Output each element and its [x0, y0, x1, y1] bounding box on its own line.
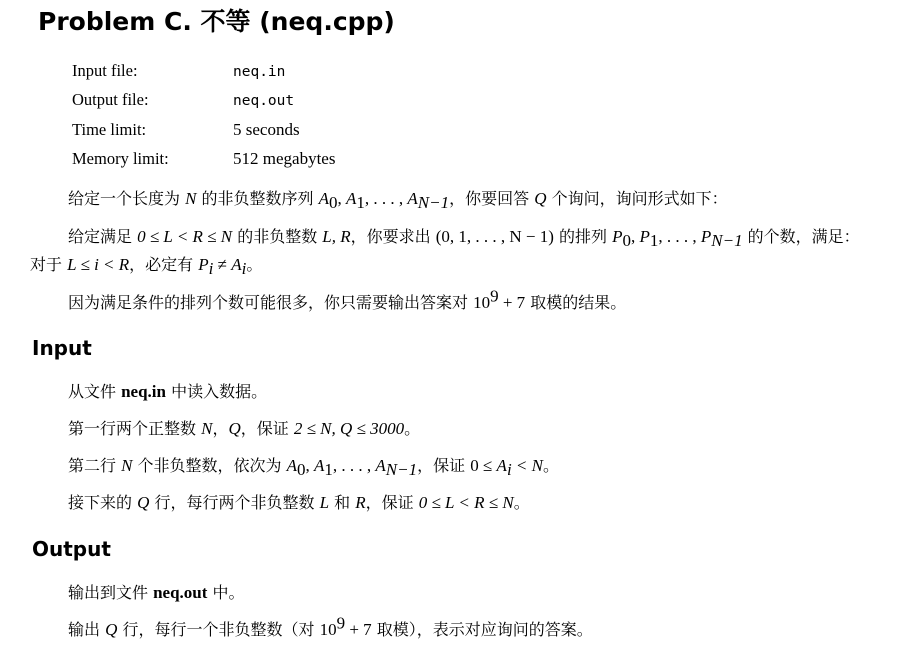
text: 输出 [68, 620, 106, 639]
statement-paragraph-1 [30, 185, 870, 213]
text: ， [212, 419, 229, 438]
meta-label: Time limit: [72, 119, 147, 139]
text: ，保证 [240, 419, 294, 438]
subscript: N−1 [385, 460, 418, 480]
subscript: 1 [649, 231, 659, 251]
math-var: A [231, 255, 242, 274]
text: ，保证 [417, 456, 471, 475]
text: 输出到文件 [68, 583, 154, 602]
subscript: 0 [329, 193, 338, 213]
input-line-1 [30, 378, 870, 406]
math-expr: + 7 [345, 620, 372, 639]
math-var: P [198, 255, 209, 274]
math-sep: , [337, 189, 347, 208]
math-var: P [639, 227, 650, 246]
math-sep: , [305, 456, 315, 475]
math-var: A [496, 456, 507, 475]
math-expr: L, R [322, 227, 351, 246]
math-num: 10 [473, 293, 491, 312]
math-var: A [318, 189, 330, 208]
input-heading: Input [32, 336, 92, 360]
text: 取模），表示对应询问的答案。 [371, 620, 593, 639]
text: 。 [246, 255, 263, 274]
math-var: A [286, 456, 298, 475]
math-sep: , . . . , [364, 189, 408, 208]
text: 的非负整数序列 [196, 189, 319, 208]
text: 给定满足 [68, 227, 138, 246]
meta-output-file [72, 85, 335, 114]
math-sep: , . . . , [658, 227, 701, 246]
subscript: 1 [356, 193, 365, 213]
math-var: N [121, 456, 133, 475]
math-var: Q [534, 189, 547, 208]
math-expr: 2 ≤ N, Q ≤ 3000 [293, 419, 405, 438]
text: 中读入数据。 [165, 382, 268, 401]
math-expr: + 7 [498, 293, 526, 312]
math-var: P [612, 227, 623, 246]
meta-value: neq.in [233, 64, 286, 80]
input-line-3 [30, 452, 870, 480]
text: 。 [513, 493, 530, 512]
text: 行，每行一个非负整数（对 [117, 620, 320, 639]
math-var: A [375, 456, 386, 475]
text: 中。 [207, 583, 245, 602]
meta-label: Output file: [72, 90, 149, 110]
subscript: i [506, 460, 512, 480]
text: 接下来的 [68, 493, 138, 512]
subscript: N−1 [711, 231, 743, 251]
subscript: 0 [297, 460, 306, 480]
meta-input-file [72, 56, 335, 85]
statement-paragraph-3 [30, 286, 870, 317]
subscript: i [208, 259, 214, 279]
math-var: N [185, 189, 197, 208]
text: 。 [404, 419, 421, 438]
math-expr: 0 ≤ L < R ≤ N [418, 493, 514, 512]
meta-label: Memory limit: [72, 148, 169, 168]
subscript: 0 [622, 231, 631, 251]
output-heading: Output [32, 537, 111, 561]
text: 的个数，满足：对于 [30, 227, 860, 274]
meta-time-limit [72, 115, 335, 144]
math-var: Q [105, 620, 118, 639]
math-expr: 0 ≤ [470, 456, 497, 475]
meta-value: neq.out [233, 93, 295, 110]
input-line-4 [30, 489, 870, 517]
problem-title: Problem C. 不等 (neq.cpp) [38, 7, 395, 36]
meta-value: 5 seconds [233, 119, 300, 139]
meta-value: 512 megabytes [233, 148, 336, 168]
math-var: N [201, 419, 213, 438]
statement-paragraph-2 [30, 223, 866, 279]
math-op: ≠ [213, 255, 232, 274]
meta-label: Input file: [72, 61, 138, 80]
text: 。 [542, 456, 559, 475]
math-var: L [319, 493, 330, 512]
superscript: 9 [490, 286, 499, 306]
math-num: 10 [319, 620, 337, 639]
text: 给定一个长度为 [68, 189, 186, 208]
subscript: i [241, 259, 247, 279]
text: 的排列 [553, 227, 613, 246]
text: 第二行 [68, 456, 122, 475]
math-var: P [700, 227, 712, 246]
math-var: A [314, 456, 325, 475]
text: ，必定有 [129, 255, 199, 274]
math-var: Q [228, 419, 241, 438]
text: 因为满足条件的排列个数可能很多，你只需要输出答案对 [68, 293, 474, 312]
input-filename: neq.in [121, 382, 166, 401]
math-expr: 0 ≤ L < R ≤ N [137, 227, 233, 246]
text: 第一行两个正整数 [68, 419, 202, 438]
text: 和 [329, 493, 356, 512]
input-line-2 [30, 415, 870, 443]
text: 从文件 [68, 382, 122, 401]
meta-memory-limit [72, 144, 335, 173]
text: 取模的结果。 [525, 293, 627, 312]
math-sep: , [631, 227, 640, 246]
math-sep: , . . . , [332, 456, 376, 475]
text: ，你要求出 [350, 227, 436, 246]
text: ，你要回答 [449, 189, 535, 208]
text: 个非负整数，依次为 [132, 456, 287, 475]
math-expr: < N [511, 456, 543, 475]
math-var: Q [137, 493, 150, 512]
math-expr: L ≤ i < R [67, 255, 130, 274]
math-var: A [407, 189, 418, 208]
subscript: 1 [324, 460, 333, 480]
math-expr: (0, 1, . . . , N − 1) [435, 227, 554, 246]
math-var: A [346, 189, 357, 208]
text: 行，每行两个非负整数 [149, 493, 320, 512]
superscript: 9 [336, 613, 346, 633]
output-filename: neq.out [153, 583, 208, 602]
problem-limits [72, 56, 335, 173]
output-line-1 [30, 579, 870, 607]
text: ，保证 [365, 493, 419, 512]
output-line-2 [30, 613, 870, 644]
text: 的非负整数 [232, 227, 323, 246]
math-var: R [355, 493, 366, 512]
subscript: N−1 [417, 193, 450, 213]
text: 个询问，询问形式如下： [546, 189, 728, 208]
